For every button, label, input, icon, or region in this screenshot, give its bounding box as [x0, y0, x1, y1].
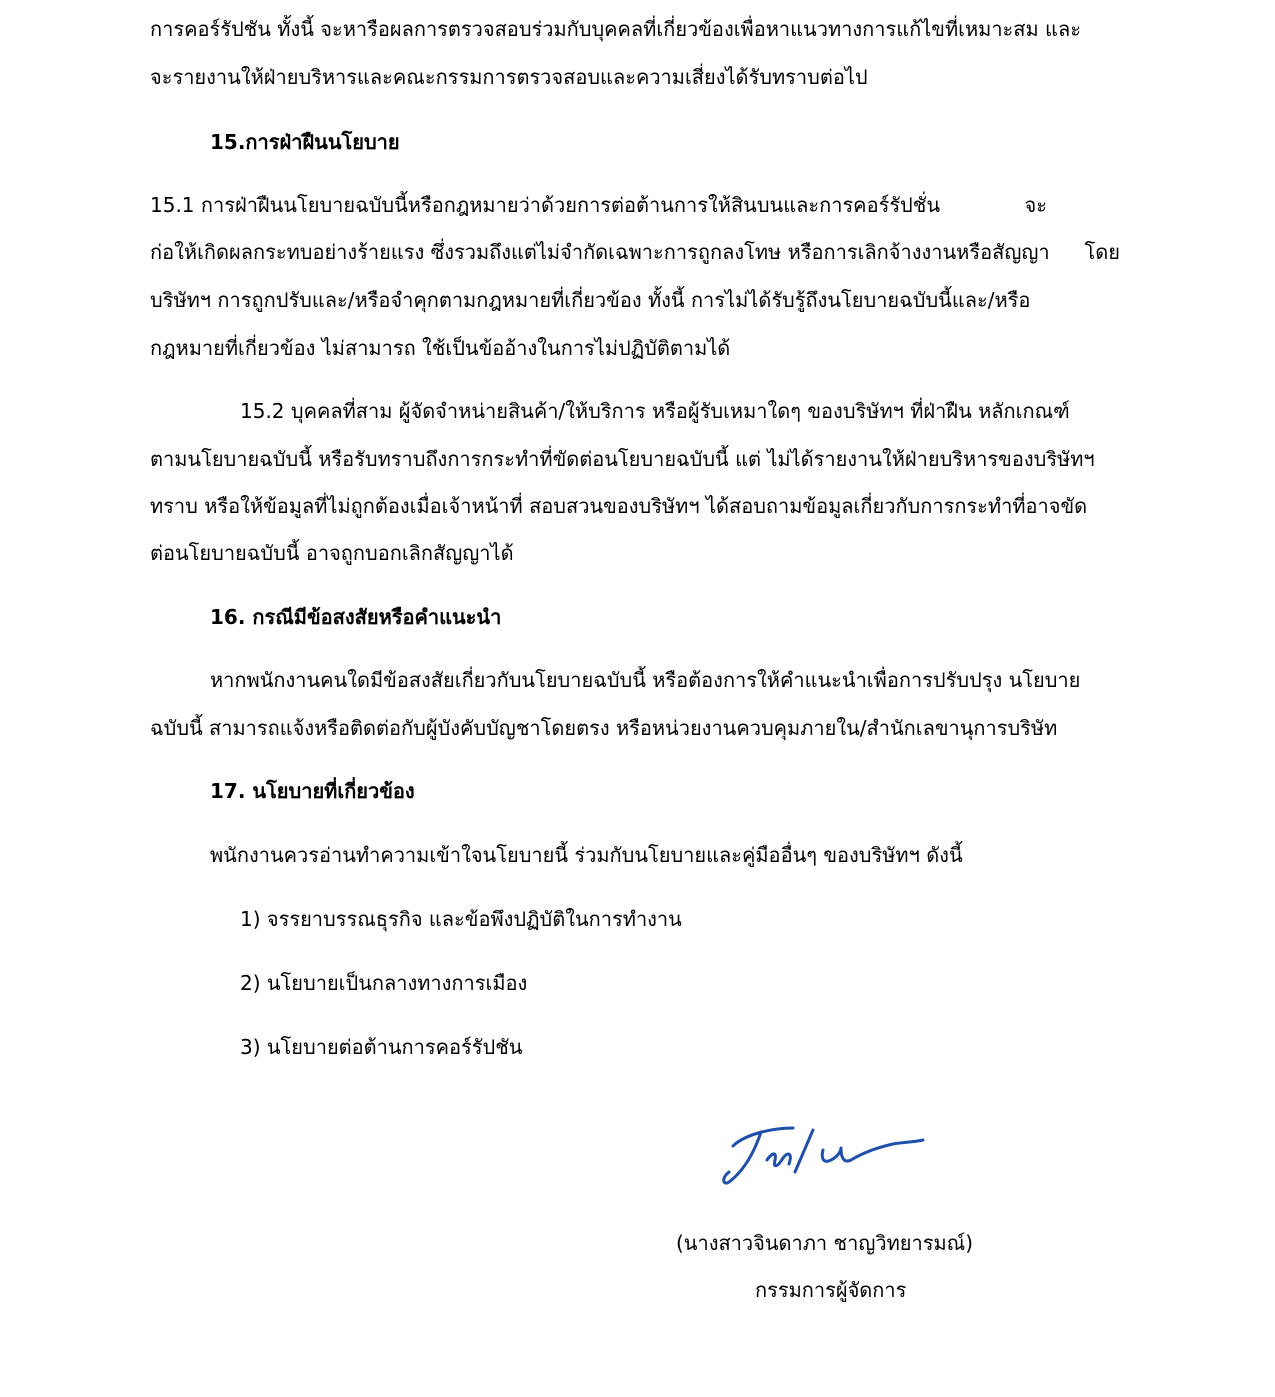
intro-line-1: [150, 15, 1125, 43]
section-15-1-line-2-main: ก่อให้เกิดผลกระทบอย่างร้ายแรง ซึ่งรวมถึงแต่ไม่จำกัดเฉพาะการถูกลงโทษ หรือการเลิกจ้างงานหรือสัญญา: [150, 240, 1050, 264]
signatory-title: กรรมการผู้จัดการ: [755, 1278, 907, 1302]
section-15-1-line-2: [150, 238, 1120, 266]
signatory-name: (นางสาวจินดาภา ชาญวิทยารมณ์): [676, 1231, 974, 1255]
section-15-1-line-2-tail: โดย: [1084, 240, 1120, 264]
section-15-1-line-1-main: 15.1 การฝ่าฝืนนโยบายฉบับนี้หรือกฎหมายว่าด้วยการต่อต้านการให้สินบนและการคอร์รัปชั่น: [150, 193, 940, 217]
section-16-line-2: ฉบับนี้ สามารถแจ้งหรือติดต่อกับผู้บังคับบัญชาโดยตรง หรือหน่วยงานควบคุมภายใน/สำนักเลขานุการบริษัท: [150, 716, 1058, 740]
section-15-2-line-3-text: ทราบ หรือให้ข้อมูลที่ไม่ถูกต้องเมื่อเจ้าหน้าที่ สอบสวนของบริษัทฯ ได้สอบถามข้อมูลเกี่ยวกับการกระทำที่อาจขัด: [150, 494, 1088, 518]
related-policy-item-2: 2) นโยบายเป็นกลางทางการเมือง: [240, 971, 528, 995]
section-15-1-line-1-tail: จะ: [1024, 193, 1047, 217]
section-17-intro: พนักงานควรอ่านทำความเข้าใจนโยบายนี้ ร่วมกับนโยบายและคู่มืออื่นๆ ของบริษัทฯ ดังนี้: [210, 843, 963, 867]
section-15-2-line-4: ต่อนโยบายฉบับนี้ อาจถูกบอกเลิกสัญญาได้: [150, 541, 514, 565]
handwritten-signature: [715, 1120, 930, 1195]
section-15-1-line-3: บริษัทฯ การถูกปรับและ/หรือจำคุกตามกฎหมายที่เกี่ยวข้อง ทั้งนี้ การไม่ได้รับรู้ถึงนโยบายฉบับนี้และ/หรือ: [150, 288, 1031, 312]
section-16-heading: 16. กรณีมีข้อสงสัยหรือคำแนะนำ: [210, 605, 502, 629]
section-15-2-line-1: [240, 397, 1125, 425]
intro-line-1-text: การคอร์รัปชัน ทั้งนี้ จะหารือผลการตรวจสอบร่วมกับบุคคลที่เกี่ยวข้องเพื่อหาแนวทางการแก้ไขที่เหมาะสม และ: [150, 17, 1081, 41]
section-15-heading: 15.การฝ่าฝืนนโยบาย: [210, 130, 400, 154]
section-16-line-1-text: หากพนักงานคนใดมีข้อสงสัยเกี่ยวกับนโยบายฉบับนี้ หรือต้องการให้คำแนะนำเพื่อการปรับปรุง นโยบาย: [210, 668, 1081, 692]
signature-stroke-5: [822, 1140, 923, 1161]
related-policy-item-1: 1) จรรยาบรรณธุรกิจ และข้อพึงปฏิบัติในการทำงาน: [240, 907, 682, 931]
section-16-line-1: [210, 666, 1125, 694]
section-15-2-line-3: [150, 492, 1125, 520]
section-15-2-line-1-text: 15.2 บุคคลที่สาม ผู้จัดจำหน่ายสินค้า/ให้บริการ หรือผู้รับเหมาใดๆ ของบริษัทฯ ที่ฝ่าฝืน หลักเกณฑ์: [240, 399, 1070, 423]
section-15-1-line-4: กฎหมายที่เกี่ยวข้อง ไม่สามารถ ใช้เป็นข้ออ้างในการไม่ปฏิบัติตามได้: [150, 336, 731, 360]
signature-stroke-3: [767, 1154, 790, 1166]
related-policy-item-3: 3) นโยบายต่อต้านการคอร์รัปชัน: [240, 1035, 523, 1059]
section-17-heading: 17. นโยบายที่เกี่ยวข้อง: [210, 779, 415, 803]
section-15-2-line-2: [150, 445, 1125, 473]
signature-stroke-1: [733, 1128, 793, 1146]
intro-line-2: จะรายงานให้ฝ่ายบริหารและคณะกรรมการตรวจสอบและความเสี่ยงได้รับทราบต่อไป: [150, 65, 868, 89]
section-15-1-line-1: [150, 191, 1047, 219]
section-15-2-line-2-text: ตามนโยบายฉบับนี้ หรือรับทราบถึงการกระทำที่ขัดต่อนโยบายฉบับนี้ แต่ ไม่ได้รายงานให้ฝ่ายบริหารของบริษัทฯ: [150, 447, 1095, 471]
signature-stroke-4: [795, 1130, 813, 1172]
